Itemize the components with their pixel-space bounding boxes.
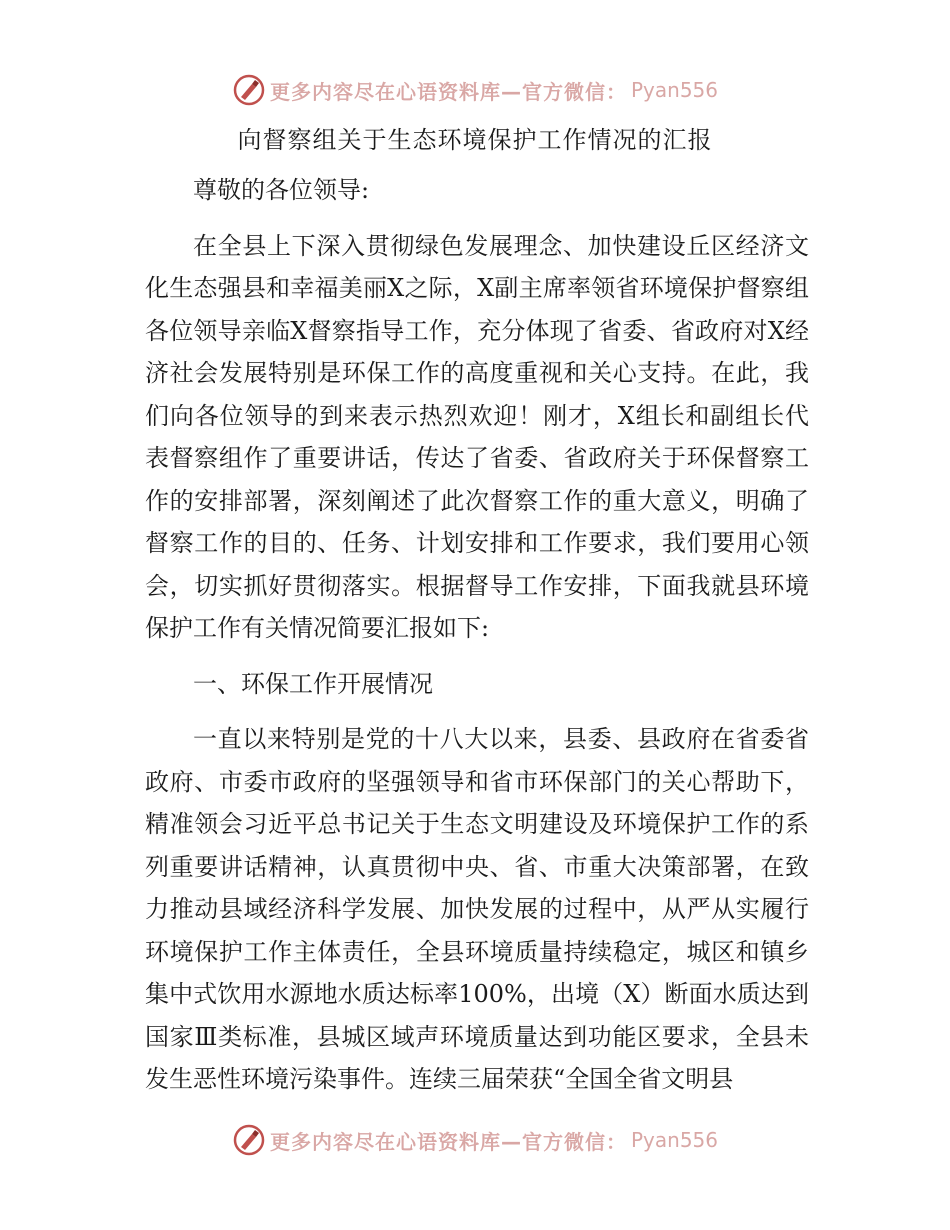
watermark-text: 更多内容尽在心语资料库—官方微信：: [269, 79, 627, 104]
watermark-header: [0, 70, 950, 110]
watermark-handle: Pyan556: [630, 1128, 718, 1152]
pen-logo-icon: [232, 73, 266, 107]
document-title: 向督察组关于生态环境保护工作情况的汇报: [237, 126, 713, 154]
watermark-handle: Pyan556: [630, 78, 718, 102]
paragraph-body: 一直以来特别是党的十八大以来，县委、县政府在省委省政府、市委市政府的坚强领导和省市环保部门的关心帮助下，精准领会习近平总书记关于生态文明建设及环境保护工作的系列重要讲话精神，认真贯彻中央、省、市重大决策部署，在致力推动县域经济科学发展、加快发展的过程中，从严从实履行环境保护工作主体责任，全县环境质量持续稳定，城区和镇乡集中式饮用水源地水质达标率100%，出境（X）断面水质达到国家Ⅲ类标准，县城区域声环境质量达到功能区要求，全县未发生恶性环境污染事件。连续三届荣获“全国全省文明县: [145, 725, 809, 1093]
paragraph-intro: 在全县上下深入贯彻绿色发展理念、加快建设丘区经济文化生态强县和幸福美丽X之际，X副主席率领省环境保护督察组各位领导亲临X督察指导工作，充分体现了省委、省政府对X经济社会发展特别是环保工作的高度重视和关心支持。在此，我们向各位领导的到来表示热烈欢迎！刚才，X组长和副组长代表督察组作了重要讲话，传达了省委、省政府关于环保督察工作的安排部署，深刻阐述了此次督察工作的重大意义，明确了督察工作的目的、任务、计划安排和工作要求，我们要用心领会，切实抓好贯彻落实。根据督导工作安排，下面我就县环境保护工作有关情况简要汇报如下:: [145, 231, 809, 642]
watermark-footer: [0, 1120, 950, 1160]
watermark-text: 更多内容尽在心语资料库—官方微信：: [269, 1129, 627, 1154]
salutation: 尊敬的各位领导:: [193, 176, 370, 204]
document-body: [145, 169, 809, 1101]
section-heading: 一、环保工作开展情况: [193, 669, 433, 698]
pen-logo-icon: [232, 1123, 266, 1157]
